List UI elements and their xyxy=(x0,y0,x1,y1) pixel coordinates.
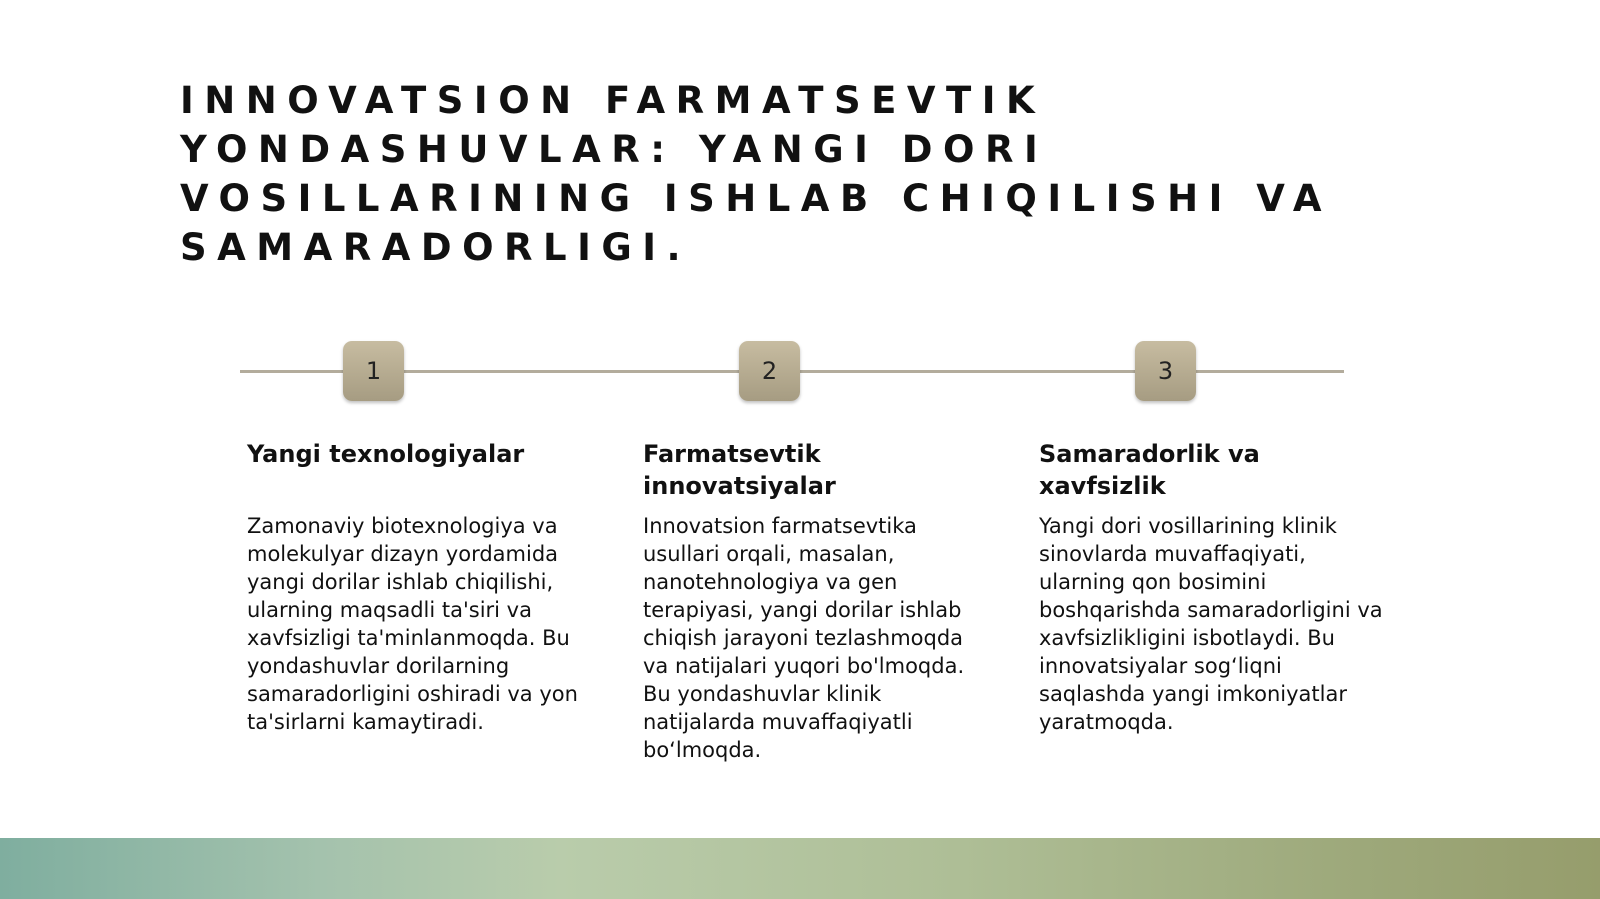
step-description: Zamonaviy biotexnologiya va molekulyar dizayn yordamida yangi dorilar ishlab chiqilishi, ularning maqsadli ta'siri va xavfsizligi ta'minlanmoqda. Bu yondashuvlar dorilarning samaradorligini oshiradi va yon ta'sirlarni kamaytiradi. xyxy=(247,514,578,734)
step-marker-3: 3 xyxy=(1135,341,1196,401)
step-marker-1: 1 xyxy=(343,341,404,401)
step-heading: Farmatsevtik innovatsiyalar xyxy=(643,440,836,500)
slide-title: INNOVATSION FARMATSEVTIK YONDASHUVLAR: YANGI DORI VOSILLARINING ISHLAB CHIQILISHI VA SAMARADORLIGI. xyxy=(180,79,1332,269)
step-description: Innovatsion farmatsevtika usullari orqali, masalan, nanotehnologiya va gen terapiyasi, yangi dorilar ishlab chiqish jarayoni tezlashmoqda va natijalari yuqori bo'lmoqda. Bu yondashuvlar klinik natijalarda muvaffaqiyatli bo‘lmoqda. xyxy=(643,514,965,762)
step-column-1 xyxy=(247,438,592,736)
step-column-3 xyxy=(1039,438,1384,736)
step-heading: Yangi texnologiyalar xyxy=(247,440,525,468)
step-heading: Samaradorlik va xavfsizlik xyxy=(1039,440,1260,500)
step-column-2 xyxy=(643,438,988,764)
step-marker-2: 2 xyxy=(739,341,800,401)
decorative-bottom-band xyxy=(0,838,1600,899)
step-description: Yangi dori vosillarining klinik sinovlarda muvaffaqiyati, ularning qon bosimini boshqarishda samaradorligini va xavfsizlikligini isbotlaydi. Bu innovatsiyalar sog‘liqni saqlashda yangi imkoniyatlar yaratmoqda. xyxy=(1039,514,1383,734)
